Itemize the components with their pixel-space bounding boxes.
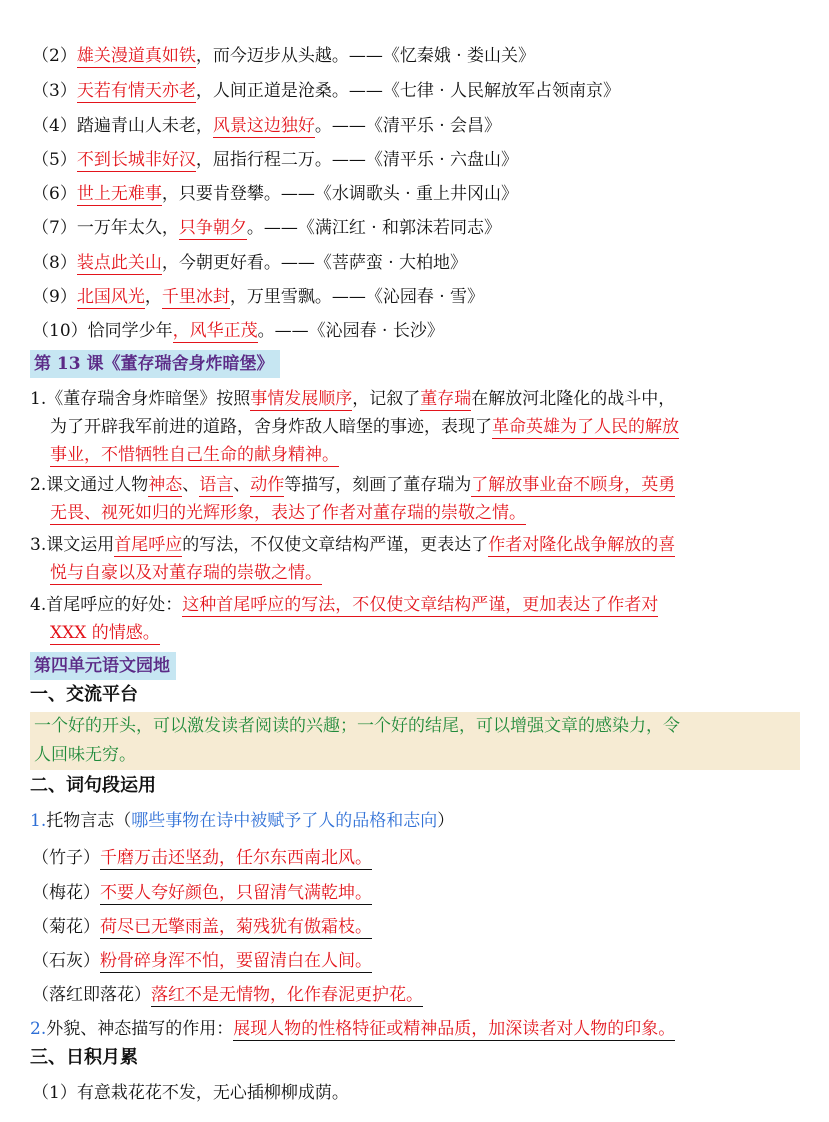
answer-blank: 只争朝夕 bbox=[178, 218, 247, 238]
lesson-paragraph-3: 3.课文运用首尾呼应的写法，不仅使文章结构严谨，更表达了作者对隆化战争解放的喜 悦与自豪以及对董存瑞的崇敬之情。 bbox=[30, 535, 676, 583]
poem-line-9: （9）北国风光，千里冰封，万里雪飘。——《沁园春 · 雪》 bbox=[32, 287, 485, 307]
answer-blank: 世上无难事 bbox=[76, 184, 162, 204]
answer-blank: 北国风光 bbox=[76, 287, 145, 307]
unit-title: 第四单元语文园地 bbox=[30, 652, 176, 680]
answer-blank: ，风华正茂 bbox=[172, 321, 258, 341]
item-1-heading: 1.托物言志（哪些事物在诗中被赋予了人的品格和志向） bbox=[30, 811, 455, 831]
section-heading-1: 一、交流平台 bbox=[30, 684, 138, 705]
exchange-platform-box: 一个好的开头，可以激发读者阅读的兴趣；一个好的结尾，可以增强文章的感染力，令 人回味无穷。 bbox=[30, 712, 800, 770]
symbol-pair-plum: （梅花）不要人夸好颜色，只留清气满乾坤。 bbox=[32, 883, 372, 903]
section-heading-3: 三、日积月累 bbox=[30, 1047, 138, 1068]
symbol-pair-fallen-petals: （落红即落花）落红不是无情物，化作春泥更护花。 bbox=[32, 985, 423, 1005]
lesson-paragraph-2: 2.课文通过人物神态、语言、动作等描写，刻画了董存瑞为了解放事业奋不顾身，英勇 无畏、视死如归的光辉形象，表达了作者对董存瑞的崇敬之情。 bbox=[30, 475, 676, 523]
answer-blank: 千里冰封 bbox=[161, 287, 230, 307]
poem-line-3: （3）天若有情天亦老，人间正道是沧桑。——《七律 · 人民解放军占领南京》 bbox=[32, 81, 621, 101]
answer-blank: 天若有情天亦老 bbox=[76, 81, 196, 101]
answer-blank: 雄关漫道真如铁 bbox=[76, 46, 196, 66]
poem-line-10: （10）恰同学少年，风华正茂。——《沁园春 · 长沙》 bbox=[32, 321, 444, 341]
answer-blank: 不到长城非好汉 bbox=[76, 150, 196, 170]
symbol-pair-bamboo: （竹子）千磨万击还坚劲，任尔东西南北风。 bbox=[32, 848, 372, 868]
answer-blank: 风景这边独好 bbox=[212, 116, 315, 136]
item-2-line: 2.外貌、神态描写的作用：展现人物的性格特征或精神品质，加深读者对人物的印象。 bbox=[30, 1019, 676, 1039]
poem-line-8: （8）装点此关山，今朝更好看。——《菩萨蛮 · 大柏地》 bbox=[32, 253, 468, 273]
lesson-paragraph-1: 1.《董存瑞舍身炸暗堡》按照事情发展顺序，记叙了董存瑞在解放河北隆化的战斗中， 为了开辟我军前进的道路，舍身炸敌人暗堡的事迹，表现了革命英雄为了人民的解放 事业，不惜牺牲自己生命的献身精神。 bbox=[30, 389, 679, 465]
answer-blank: 装点此关山 bbox=[76, 253, 162, 273]
poem-line-4: （4）踏遍青山人未老，风景这边独好。——《清平乐 · 会昌》 bbox=[32, 116, 502, 136]
symbol-pair-chrysanthemum: （菊花）荷尽已无擎雨盖，菊残犹有傲霜枝。 bbox=[32, 917, 372, 937]
poem-line-6: （6）世上无难事，只要肯登攀。——《水调歌头 · 重上井冈山》 bbox=[32, 184, 519, 204]
poem-line-5: （5）不到长城非好汉，屈指行程二万。——《清平乐 · 六盘山》 bbox=[32, 150, 519, 170]
lesson-title: 第 13 课《董存瑞舍身炸暗堡》 bbox=[30, 350, 280, 378]
poem-line-2: （2）雄关漫道真如铁，而今迈步从头越。——《忆秦娥 · 娄山关》 bbox=[32, 46, 536, 66]
lesson-paragraph-4: 4.首尾呼应的好处：这种首尾呼应的写法，不仅使文章结构严谨，更加表达了作者对 XXX 的情感。 bbox=[30, 595, 659, 643]
accumulation-line-1: （1）有意栽花花不发，无心插柳柳成荫。 bbox=[32, 1083, 349, 1103]
symbol-pair-lime: （石灰）粉骨碎身浑不怕，要留清白在人间。 bbox=[32, 951, 372, 971]
poem-line-7: （7）一万年太久，只争朝夕。——《满江红 · 和郭沫若同志》 bbox=[32, 218, 502, 238]
section-heading-2: 二、词句段运用 bbox=[30, 775, 156, 796]
